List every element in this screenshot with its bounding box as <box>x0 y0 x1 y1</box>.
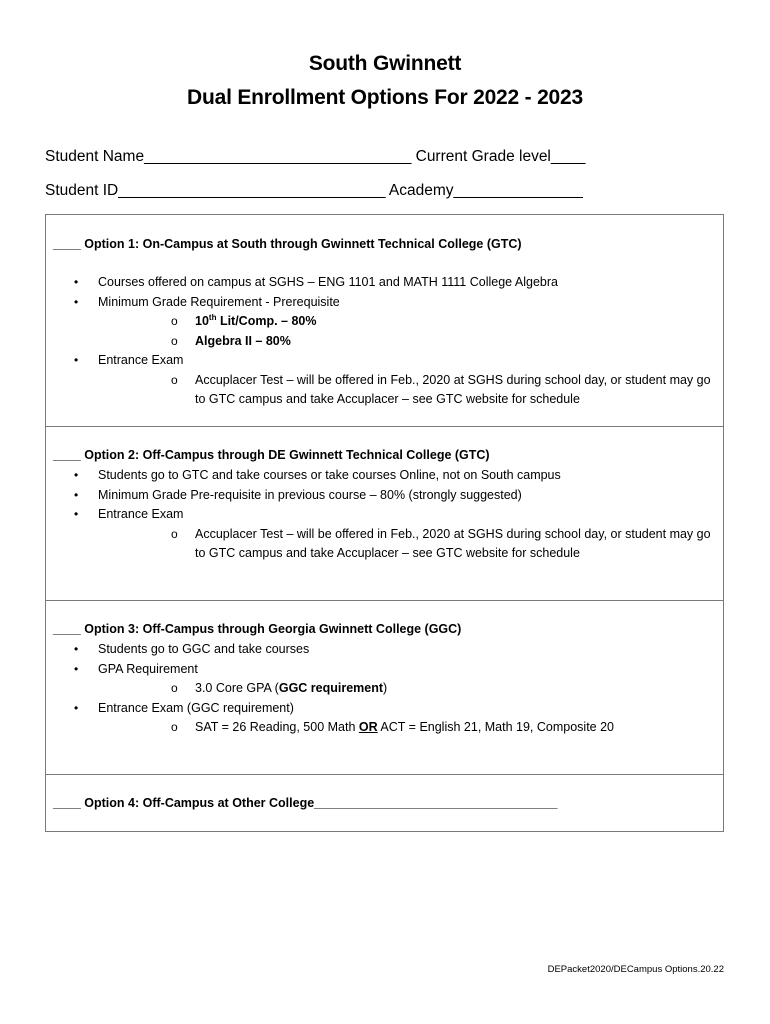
option-4-title: ____ Option 4: Off-Campus at Other College___________________________________ <box>53 796 558 810</box>
sublist-item <box>98 371 723 410</box>
option-2-cell <box>46 427 723 601</box>
page-title: South Gwinnett <box>308 52 462 75</box>
sublist <box>98 371 723 410</box>
list-item <box>46 486 723 506</box>
list-item <box>46 273 723 293</box>
list-item-text: Minimum Grade Pre-requisite in previous course – 80% (strongly suggested) <box>98 487 522 502</box>
bullet-icon: • <box>74 642 79 656</box>
list-item-text: Minimum Grade Requirement - Prerequisite <box>98 294 340 309</box>
page-subtitle: Dual Enrollment Options For 2022 - 2023 <box>187 86 583 109</box>
sublist-item-text: Algebra II – 80% <box>195 333 291 348</box>
list-item-text: Students go to GGC and take courses <box>98 642 310 656</box>
circle-bullet-icon: o <box>171 333 178 348</box>
sublist-item-text: SAT = 26 Reading, 500 Math OR ACT = English 21, Math 19, Composite 20 <box>195 720 614 734</box>
list-item-text: Courses offered on campus at SGHS – ENG 1101 and MATH 1111 College Algebra <box>98 275 558 289</box>
list-item-text: Students go to GTC and take courses or take courses Online, not on South campus <box>98 468 561 482</box>
list-item <box>46 640 723 660</box>
list-item <box>46 466 723 486</box>
option-3-title: ____ Option 3: Off-Campus through Georgia Gwinnett College (GGC) <box>53 622 462 636</box>
bullet-icon: • <box>74 507 79 521</box>
sublist-item-text: Accuplacer Test – will be offered in Feb., 2020 at SGHS during school day, or student may go to GTC campus and take Accuplacer – see GTC website for schedule <box>195 372 711 406</box>
sublist <box>98 679 723 699</box>
sublist-item <box>98 718 723 738</box>
bullet-icon: • <box>74 487 79 502</box>
option-2-list <box>46 466 723 564</box>
sublist-item-text: 10th Lit/Comp. – 80% <box>195 312 317 328</box>
bullet-icon: • <box>74 275 79 289</box>
bullet-icon: • <box>74 661 79 676</box>
list-item <box>46 293 723 352</box>
list-item <box>46 699 723 738</box>
list-item-text: GPA Requirement <box>98 661 198 676</box>
list-item <box>46 505 723 564</box>
option-1-cell <box>46 215 723 427</box>
option-3-cell <box>46 601 723 775</box>
bullet-icon: • <box>74 294 79 309</box>
sublist-item-text: Accuplacer Test – will be offered in Feb., 2020 at SGHS during school day, or student may go to GTC campus and take Accuplacer – see GTC website for schedule <box>195 526 711 560</box>
circle-bullet-icon: o <box>171 720 178 734</box>
list-item-text: Entrance Exam (GGC requirement) <box>98 700 294 715</box>
circle-bullet-icon: o <box>171 372 178 387</box>
student-name-grade-line: Student Name_______________________________ Current Grade level____ <box>45 148 586 165</box>
footer-reference: DEPacket2020/DECampus Options.20.22 <box>547 964 724 975</box>
bullet-icon: • <box>74 468 79 482</box>
option-4-cell <box>46 775 723 831</box>
option-3-list <box>46 640 723 738</box>
sublist-item <box>98 679 723 699</box>
options-table <box>45 214 724 832</box>
student-id-academy-line: Student ID_______________________________ Academy_______________ <box>45 182 583 199</box>
circle-bullet-icon: o <box>171 681 178 695</box>
list-item-text: Entrance Exam <box>98 353 184 367</box>
bullet-icon: • <box>74 700 79 715</box>
list-item <box>46 660 723 699</box>
sublist-item <box>98 312 723 332</box>
list-item-text: Entrance Exam <box>98 507 184 521</box>
sublist-item <box>98 332 723 352</box>
sublist <box>98 718 723 738</box>
option-1-list <box>46 273 723 410</box>
option-1-title: ____ Option 1: On-Campus at South through Gwinnett Technical College (GTC) <box>53 237 522 251</box>
sublist <box>98 312 723 351</box>
sublist-item <box>98 525 723 564</box>
sublist <box>98 525 723 564</box>
circle-bullet-icon: o <box>171 526 178 541</box>
circle-bullet-icon: o <box>171 314 178 328</box>
list-item <box>46 351 723 410</box>
bullet-icon: • <box>74 353 79 367</box>
option-2-title: ____ Option 2: Off-Campus through DE Gwinnett Technical College (GTC) <box>53 448 490 462</box>
sublist-item-text: 3.0 Core GPA (GGC requirement) <box>195 681 388 695</box>
